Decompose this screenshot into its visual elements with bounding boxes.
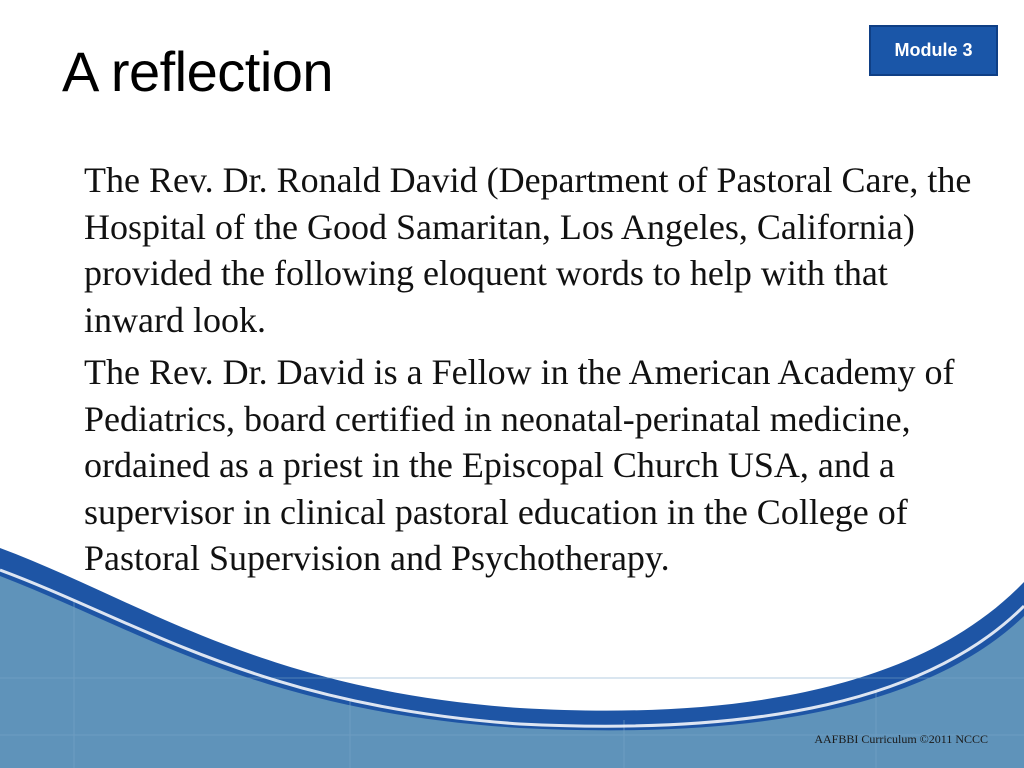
paragraph-bio: The Rev. Dr. David is a Fellow in the American Academy of Pediatrics, board certified in neonatal-perinatal medicine, ordained as a priest in the Episcopal Church USA, and a supervisor in clinical pastoral education in the College of Pastoral Supervision and Psychotherapy. — [84, 352, 955, 578]
paragraph-intro: The Rev. Dr. Ronald David (Department of Pastoral Care, the Hospital of the Good Samaritan, Los Angeles, California) provided the following eloquent words to help with that inward look. — [84, 160, 972, 340]
slide-body — [84, 157, 994, 588]
footer-copyright: AAFBBI Curriculum ©2011 NCCC — [814, 732, 988, 746]
slide-title: A reflection — [62, 40, 334, 103]
module-badge: Module 3 — [869, 25, 998, 76]
